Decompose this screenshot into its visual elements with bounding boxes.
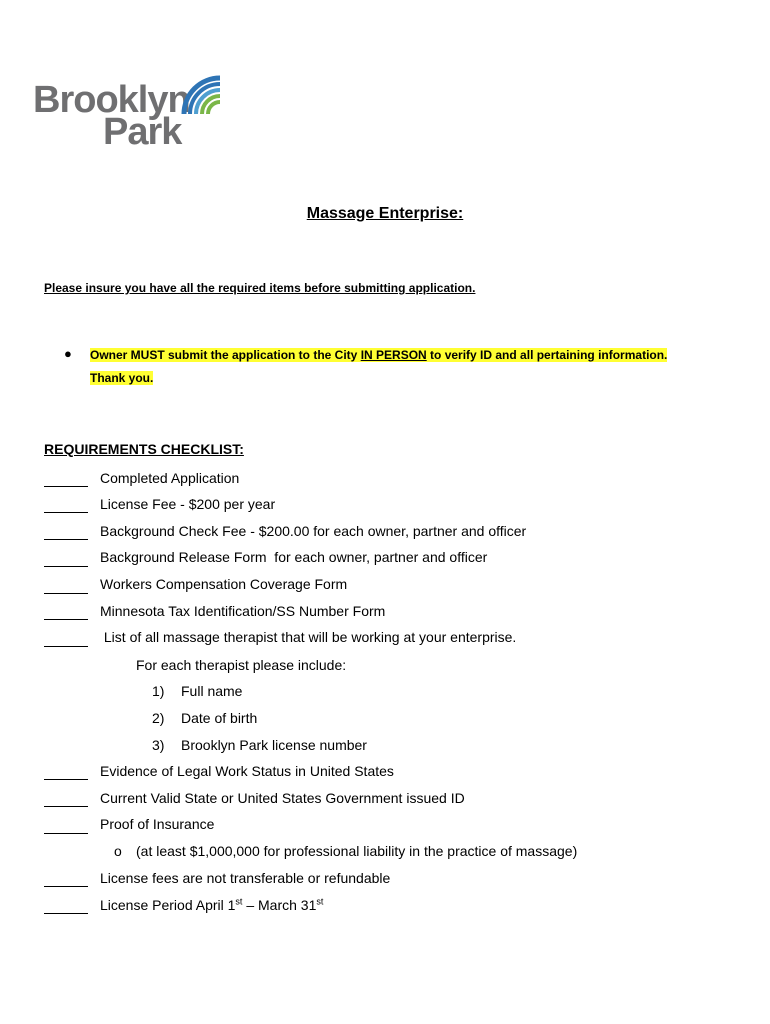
checklist-item: Evidence of Legal Work Status in United States [100, 763, 394, 779]
therapist-item-number: 2) [152, 710, 165, 726]
logo-word-park: Park [103, 111, 182, 153]
license-period-end: – March 31 [242, 897, 317, 913]
checklist-blank [44, 833, 88, 834]
note-emphasis: IN PERSON [360, 348, 427, 362]
checklist-item: Background Release Form for each owner, partner and officer [100, 549, 488, 565]
checklist-blank [44, 806, 88, 807]
therapist-item: Brooklyn Park license number [181, 737, 367, 753]
therapist-item: Full name [181, 683, 243, 699]
page-title: Massage Enterprise: [306, 205, 464, 222]
note-part2: to verify ID and all pertaining information. [426, 348, 668, 362]
license-period-start: License Period April 1 [100, 897, 236, 913]
checklist-item: List of all massage therapist that will be working at your enterprise. [100, 629, 517, 645]
checklist-item: License Fee - $200 per year [100, 496, 276, 512]
logo-arcs-icon [178, 72, 228, 120]
checklist-blank [44, 646, 88, 647]
checklist-item: License fees are not transferable or refundable [100, 870, 391, 886]
thank-you-text: Thank you. [90, 371, 154, 385]
therapist-item-number: 3) [152, 737, 165, 753]
checklist-blank [44, 593, 88, 594]
checklist-item: Completed Application [100, 470, 240, 486]
thank-you-note [90, 371, 153, 386]
checklist-blank [44, 913, 88, 914]
checklist-item: Minnesota Tax Identification/SS Number Form [100, 603, 386, 619]
checklist-item: Background Check Fee - $200.00 for each owner, partner and officer [100, 523, 527, 539]
requirements-heading: REQUIREMENTS CHECKLIST: [44, 441, 244, 457]
checklist-item: Proof of Insurance [100, 816, 215, 832]
therapist-item-number: 1) [152, 683, 165, 699]
therapist-item: Date of birth [181, 710, 258, 726]
checklist-item: Workers Compensation Coverage Form [100, 576, 348, 592]
note-part1: Owner MUST submit the application to the City [90, 348, 361, 362]
checklist-blank [44, 886, 88, 887]
instruction-text: Please insure you have all the required items before submitting application. [44, 281, 476, 295]
checklist-blank [44, 779, 88, 780]
license-period-sup-start: st [235, 896, 243, 907]
insurance-note: (at least $1,000,000 for professional liability in the practice of massage) [136, 843, 578, 859]
insurance-bullet-icon: o [114, 843, 122, 859]
license-period-sup-end: st [316, 896, 324, 907]
checklist-blank [44, 566, 88, 567]
checklist-blank [44, 539, 88, 540]
checklist-blank [44, 512, 88, 513]
license-period [100, 897, 323, 914]
checklist-item: Current Valid State or United States Government issued ID [100, 790, 465, 806]
in-person-note [90, 348, 667, 363]
checklist-blank [44, 619, 88, 620]
logo-word-brooklyn: Brooklyn [33, 79, 190, 121]
bullet-icon: ● [64, 346, 72, 361]
brooklyn-park-logo [33, 72, 228, 157]
checklist-blank [44, 486, 88, 487]
therapist-intro: For each therapist please include: [136, 657, 347, 673]
